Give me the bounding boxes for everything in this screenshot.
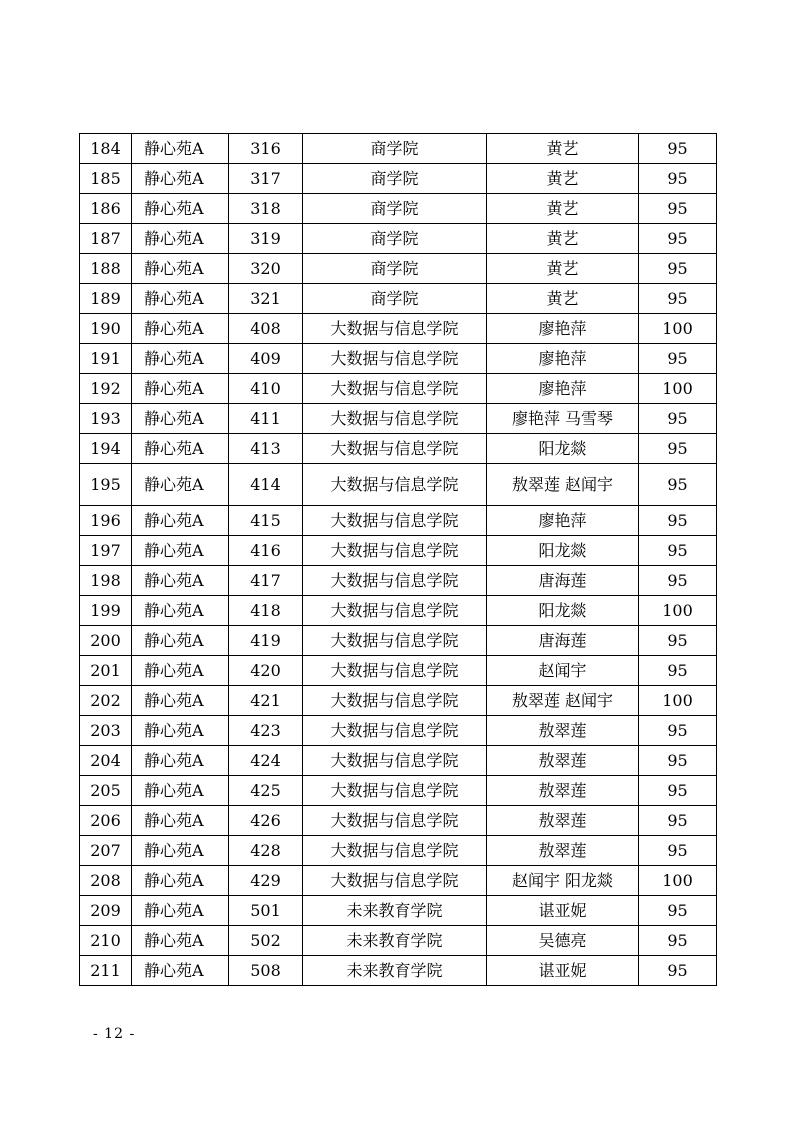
- score-cell: 95: [639, 506, 717, 536]
- table-row: [80, 566, 717, 596]
- room-number-cell: 420: [229, 656, 303, 686]
- building-cell: 静心苑A: [132, 836, 229, 866]
- responsible-person-cell: 廖艳萍: [487, 374, 639, 404]
- score-cell: 95: [639, 656, 717, 686]
- college-cell: 商学院: [303, 254, 487, 284]
- responsible-person-cell: 敖翠莲: [487, 716, 639, 746]
- room-number-cell: 319: [229, 224, 303, 254]
- room-number-cell: 408: [229, 314, 303, 344]
- table-row: [80, 776, 717, 806]
- building-cell: 静心苑A: [132, 314, 229, 344]
- score-cell: 95: [639, 746, 717, 776]
- row-number-cell: 208: [80, 866, 132, 896]
- table-body: [80, 134, 717, 986]
- room-number-cell: 421: [229, 686, 303, 716]
- responsible-person-cell: 唐海莲: [487, 566, 639, 596]
- responsible-person-cell: 廖艳萍: [487, 506, 639, 536]
- row-number-cell: 197: [80, 536, 132, 566]
- building-cell: 静心苑A: [132, 866, 229, 896]
- room-number-cell: 502: [229, 926, 303, 956]
- row-number-cell: 207: [80, 836, 132, 866]
- room-number-cell: 426: [229, 806, 303, 836]
- responsible-person-cell: 敖翠莲 赵闻宇: [487, 686, 639, 716]
- building-cell: 静心苑A: [132, 806, 229, 836]
- row-number-cell: 201: [80, 656, 132, 686]
- responsible-person-cell: 廖艳萍: [487, 314, 639, 344]
- row-number-cell: 202: [80, 686, 132, 716]
- college-cell: 商学院: [303, 284, 487, 314]
- building-cell: 静心苑A: [132, 434, 229, 464]
- score-cell: 95: [639, 464, 717, 506]
- responsible-person-cell: 谌亚妮: [487, 956, 639, 986]
- room-number-cell: 424: [229, 746, 303, 776]
- responsible-person-cell: 廖艳萍 马雪琴: [487, 404, 639, 434]
- table-row: [80, 536, 717, 566]
- building-cell: 静心苑A: [132, 284, 229, 314]
- row-number-cell: 199: [80, 596, 132, 626]
- room-number-cell: 416: [229, 536, 303, 566]
- building-cell: 静心苑A: [132, 464, 229, 506]
- row-number-cell: 193: [80, 404, 132, 434]
- college-cell: 大数据与信息学院: [303, 656, 487, 686]
- building-cell: 静心苑A: [132, 374, 229, 404]
- responsible-person-cell: 黄艺: [487, 224, 639, 254]
- responsible-person-cell: 吴德亮: [487, 926, 639, 956]
- score-cell: 95: [639, 536, 717, 566]
- row-number-cell: 187: [80, 224, 132, 254]
- responsible-person-cell: 谌亚妮: [487, 896, 639, 926]
- responsible-person-cell: 黄艺: [487, 194, 639, 224]
- college-cell: 大数据与信息学院: [303, 686, 487, 716]
- row-number-cell: 195: [80, 464, 132, 506]
- room-number-cell: 425: [229, 776, 303, 806]
- table-row: [80, 134, 717, 164]
- score-cell: 100: [639, 596, 717, 626]
- room-number-cell: 423: [229, 716, 303, 746]
- building-cell: 静心苑A: [132, 896, 229, 926]
- score-cell: 95: [639, 134, 717, 164]
- building-cell: 静心苑A: [132, 656, 229, 686]
- score-cell: 100: [639, 314, 717, 344]
- score-cell: 95: [639, 716, 717, 746]
- score-cell: 95: [639, 956, 717, 986]
- score-cell: 95: [639, 344, 717, 374]
- college-cell: 大数据与信息学院: [303, 404, 487, 434]
- building-cell: 静心苑A: [132, 254, 229, 284]
- table-row: [80, 686, 717, 716]
- table-row: [80, 464, 717, 506]
- building-cell: 静心苑A: [132, 716, 229, 746]
- college-cell: 大数据与信息学院: [303, 596, 487, 626]
- row-number-cell: 211: [80, 956, 132, 986]
- responsible-person-cell: 敖翠莲: [487, 746, 639, 776]
- college-cell: 大数据与信息学院: [303, 776, 487, 806]
- table-row: [80, 746, 717, 776]
- responsible-person-cell: 唐海莲: [487, 626, 639, 656]
- room-number-cell: 318: [229, 194, 303, 224]
- room-number-cell: 320: [229, 254, 303, 284]
- college-cell: 大数据与信息学院: [303, 506, 487, 536]
- building-cell: 静心苑A: [132, 746, 229, 776]
- table-row: [80, 896, 717, 926]
- responsible-person-cell: 赵闻宇: [487, 656, 639, 686]
- responsible-person-cell: 廖艳萍: [487, 344, 639, 374]
- table-row: [80, 626, 717, 656]
- responsible-person-cell: 黄艺: [487, 164, 639, 194]
- row-number-cell: 209: [80, 896, 132, 926]
- score-cell: 100: [639, 374, 717, 404]
- score-cell: 95: [639, 806, 717, 836]
- row-number-cell: 184: [80, 134, 132, 164]
- table-row: [80, 956, 717, 986]
- building-cell: 静心苑A: [132, 926, 229, 956]
- table-row: [80, 404, 717, 434]
- row-number-cell: 206: [80, 806, 132, 836]
- row-number-cell: 203: [80, 716, 132, 746]
- row-number-cell: 188: [80, 254, 132, 284]
- college-cell: 大数据与信息学院: [303, 836, 487, 866]
- room-number-cell: 411: [229, 404, 303, 434]
- score-cell: 95: [639, 224, 717, 254]
- table-row: [80, 806, 717, 836]
- table-row: [80, 716, 717, 746]
- room-number-cell: 419: [229, 626, 303, 656]
- table-row: [80, 344, 717, 374]
- building-cell: 静心苑A: [132, 164, 229, 194]
- room-number-cell: 501: [229, 896, 303, 926]
- building-cell: 静心苑A: [132, 776, 229, 806]
- score-cell: 95: [639, 566, 717, 596]
- table-row: [80, 926, 717, 956]
- score-cell: 95: [639, 926, 717, 956]
- table-row: [80, 374, 717, 404]
- college-cell: 大数据与信息学院: [303, 866, 487, 896]
- college-cell: 大数据与信息学院: [303, 464, 487, 506]
- responsible-person-cell: 黄艺: [487, 284, 639, 314]
- college-cell: 大数据与信息学院: [303, 566, 487, 596]
- responsible-person-cell: 敖翠莲: [487, 776, 639, 806]
- college-cell: 商学院: [303, 194, 487, 224]
- row-number-cell: 205: [80, 776, 132, 806]
- score-cell: 100: [639, 686, 717, 716]
- row-number-cell: 194: [80, 434, 132, 464]
- building-cell: 静心苑A: [132, 566, 229, 596]
- responsible-person-cell: 敖翠莲: [487, 836, 639, 866]
- room-number-cell: 317: [229, 164, 303, 194]
- row-number-cell: 196: [80, 506, 132, 536]
- building-cell: 静心苑A: [132, 626, 229, 656]
- table-row: [80, 224, 717, 254]
- college-cell: 未来教育学院: [303, 956, 487, 986]
- score-cell: 95: [639, 896, 717, 926]
- college-cell: 大数据与信息学院: [303, 716, 487, 746]
- score-cell: 95: [639, 434, 717, 464]
- room-number-cell: 316: [229, 134, 303, 164]
- responsible-person-cell: 敖翠莲: [487, 806, 639, 836]
- responsible-person-cell: 黄艺: [487, 254, 639, 284]
- room-number-cell: 415: [229, 506, 303, 536]
- college-cell: 商学院: [303, 224, 487, 254]
- row-number-cell: 204: [80, 746, 132, 776]
- college-cell: 大数据与信息学院: [303, 434, 487, 464]
- row-number-cell: 191: [80, 344, 132, 374]
- table-row: [80, 836, 717, 866]
- table-row: [80, 596, 717, 626]
- college-cell: 大数据与信息学院: [303, 626, 487, 656]
- room-number-cell: 410: [229, 374, 303, 404]
- building-cell: 静心苑A: [132, 536, 229, 566]
- score-cell: 95: [639, 404, 717, 434]
- score-cell: 95: [639, 164, 717, 194]
- score-cell: 95: [639, 284, 717, 314]
- responsible-person-cell: 赵闻宇 阳龙燚: [487, 866, 639, 896]
- responsible-person-cell: 阳龙燚: [487, 434, 639, 464]
- score-cell: 100: [639, 866, 717, 896]
- row-number-cell: 189: [80, 284, 132, 314]
- row-number-cell: 190: [80, 314, 132, 344]
- table-row: [80, 866, 717, 896]
- row-number-cell: 210: [80, 926, 132, 956]
- row-number-cell: 185: [80, 164, 132, 194]
- score-cell: 95: [639, 836, 717, 866]
- room-number-cell: 429: [229, 866, 303, 896]
- building-cell: 静心苑A: [132, 344, 229, 374]
- row-number-cell: 198: [80, 566, 132, 596]
- table-row: [80, 314, 717, 344]
- room-number-cell: 413: [229, 434, 303, 464]
- college-cell: 商学院: [303, 164, 487, 194]
- room-number-cell: 508: [229, 956, 303, 986]
- college-cell: 大数据与信息学院: [303, 746, 487, 776]
- score-cell: 95: [639, 626, 717, 656]
- row-number-cell: 186: [80, 194, 132, 224]
- building-cell: 静心苑A: [132, 134, 229, 164]
- building-cell: 静心苑A: [132, 596, 229, 626]
- score-cell: 95: [639, 254, 717, 284]
- college-cell: 大数据与信息学院: [303, 806, 487, 836]
- responsible-person-cell: 阳龙燚: [487, 596, 639, 626]
- building-cell: 静心苑A: [132, 506, 229, 536]
- room-number-cell: 418: [229, 596, 303, 626]
- table-row: [80, 284, 717, 314]
- table-row: [80, 434, 717, 464]
- college-cell: 大数据与信息学院: [303, 344, 487, 374]
- score-cell: 95: [639, 776, 717, 806]
- inspection-score-table: [79, 133, 717, 986]
- row-number-cell: 200: [80, 626, 132, 656]
- room-number-cell: 409: [229, 344, 303, 374]
- college-cell: 商学院: [303, 134, 487, 164]
- college-cell: 大数据与信息学院: [303, 374, 487, 404]
- responsible-person-cell: 阳龙燚: [487, 536, 639, 566]
- building-cell: 静心苑A: [132, 194, 229, 224]
- responsible-person-cell: 黄艺: [487, 134, 639, 164]
- table-row: [80, 254, 717, 284]
- building-cell: 静心苑A: [132, 956, 229, 986]
- room-number-cell: 428: [229, 836, 303, 866]
- room-number-cell: 417: [229, 566, 303, 596]
- table-row: [80, 506, 717, 536]
- room-number-cell: 414: [229, 464, 303, 506]
- table-row: [80, 194, 717, 224]
- building-cell: 静心苑A: [132, 404, 229, 434]
- college-cell: 大数据与信息学院: [303, 536, 487, 566]
- responsible-person-cell: 敖翠莲 赵闻宇: [487, 464, 639, 506]
- table-row: [80, 656, 717, 686]
- page-number: - 12 -: [93, 1026, 136, 1042]
- table-row: [80, 164, 717, 194]
- building-cell: 静心苑A: [132, 224, 229, 254]
- building-cell: 静心苑A: [132, 686, 229, 716]
- college-cell: 未来教育学院: [303, 896, 487, 926]
- college-cell: 未来教育学院: [303, 926, 487, 956]
- room-number-cell: 321: [229, 284, 303, 314]
- score-cell: 95: [639, 194, 717, 224]
- college-cell: 大数据与信息学院: [303, 314, 487, 344]
- row-number-cell: 192: [80, 374, 132, 404]
